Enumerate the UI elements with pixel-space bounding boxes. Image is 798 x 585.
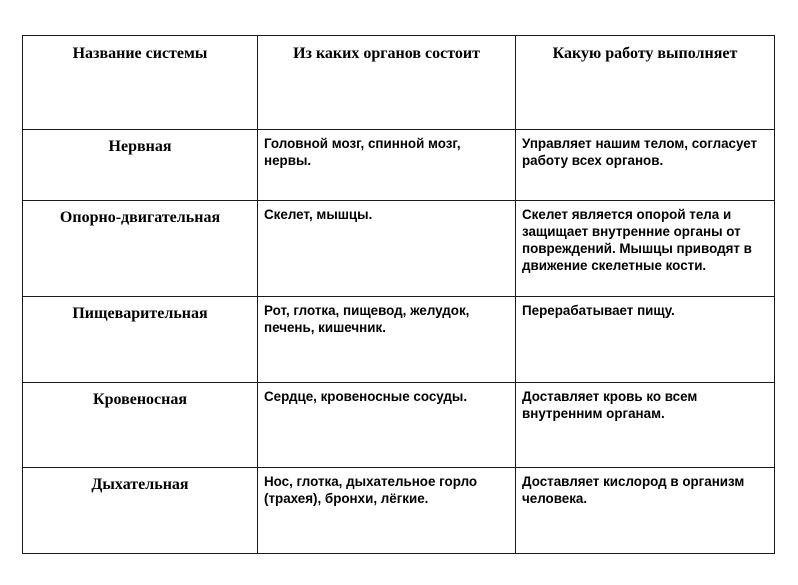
header-system-name: Название системы bbox=[23, 36, 258, 130]
function-cell: Управляет нашим телом, согласует работу всех органов. bbox=[516, 130, 775, 201]
system-name-cell: Кровеносная bbox=[23, 383, 258, 468]
table-row bbox=[23, 297, 775, 383]
table-header-row bbox=[23, 36, 775, 130]
body-systems-table bbox=[22, 35, 775, 554]
table-row bbox=[23, 468, 775, 554]
table-row bbox=[23, 383, 775, 468]
organs-cell: Головной мозг, спинной мозг, нервы. bbox=[258, 130, 516, 201]
function-cell: Доставляет кислород в организм человека. bbox=[516, 468, 775, 554]
organs-cell: Сердце, кровеносные сосуды. bbox=[258, 383, 516, 468]
function-cell: Перерабатывает пищу. bbox=[516, 297, 775, 383]
header-function: Какую работу выполняет bbox=[516, 36, 775, 130]
table-row bbox=[23, 130, 775, 201]
system-name-cell: Пищеварительная bbox=[23, 297, 258, 383]
organs-cell: Скелет, мышцы. bbox=[258, 201, 516, 297]
organs-cell: Рот, глотка, пищевод, желудок, печень, кишечник. bbox=[258, 297, 516, 383]
header-organs: Из каких органов состоит bbox=[258, 36, 516, 130]
system-name-cell: Опорно-двигательная bbox=[23, 201, 258, 297]
function-cell: Скелет является опорой тела и защищает внутренние органы от повреждений. Мышцы приводят в движение скелетные кости. bbox=[516, 201, 775, 297]
table-row bbox=[23, 201, 775, 297]
function-cell: Доставляет кровь ко всем внутренним органам. bbox=[516, 383, 775, 468]
system-name-cell: Дыхательная bbox=[23, 468, 258, 554]
system-name-cell: Нервная bbox=[23, 130, 258, 201]
organs-cell: Нос, глотка, дыхательное горло (трахея), бронхи, лёгкие. bbox=[258, 468, 516, 554]
